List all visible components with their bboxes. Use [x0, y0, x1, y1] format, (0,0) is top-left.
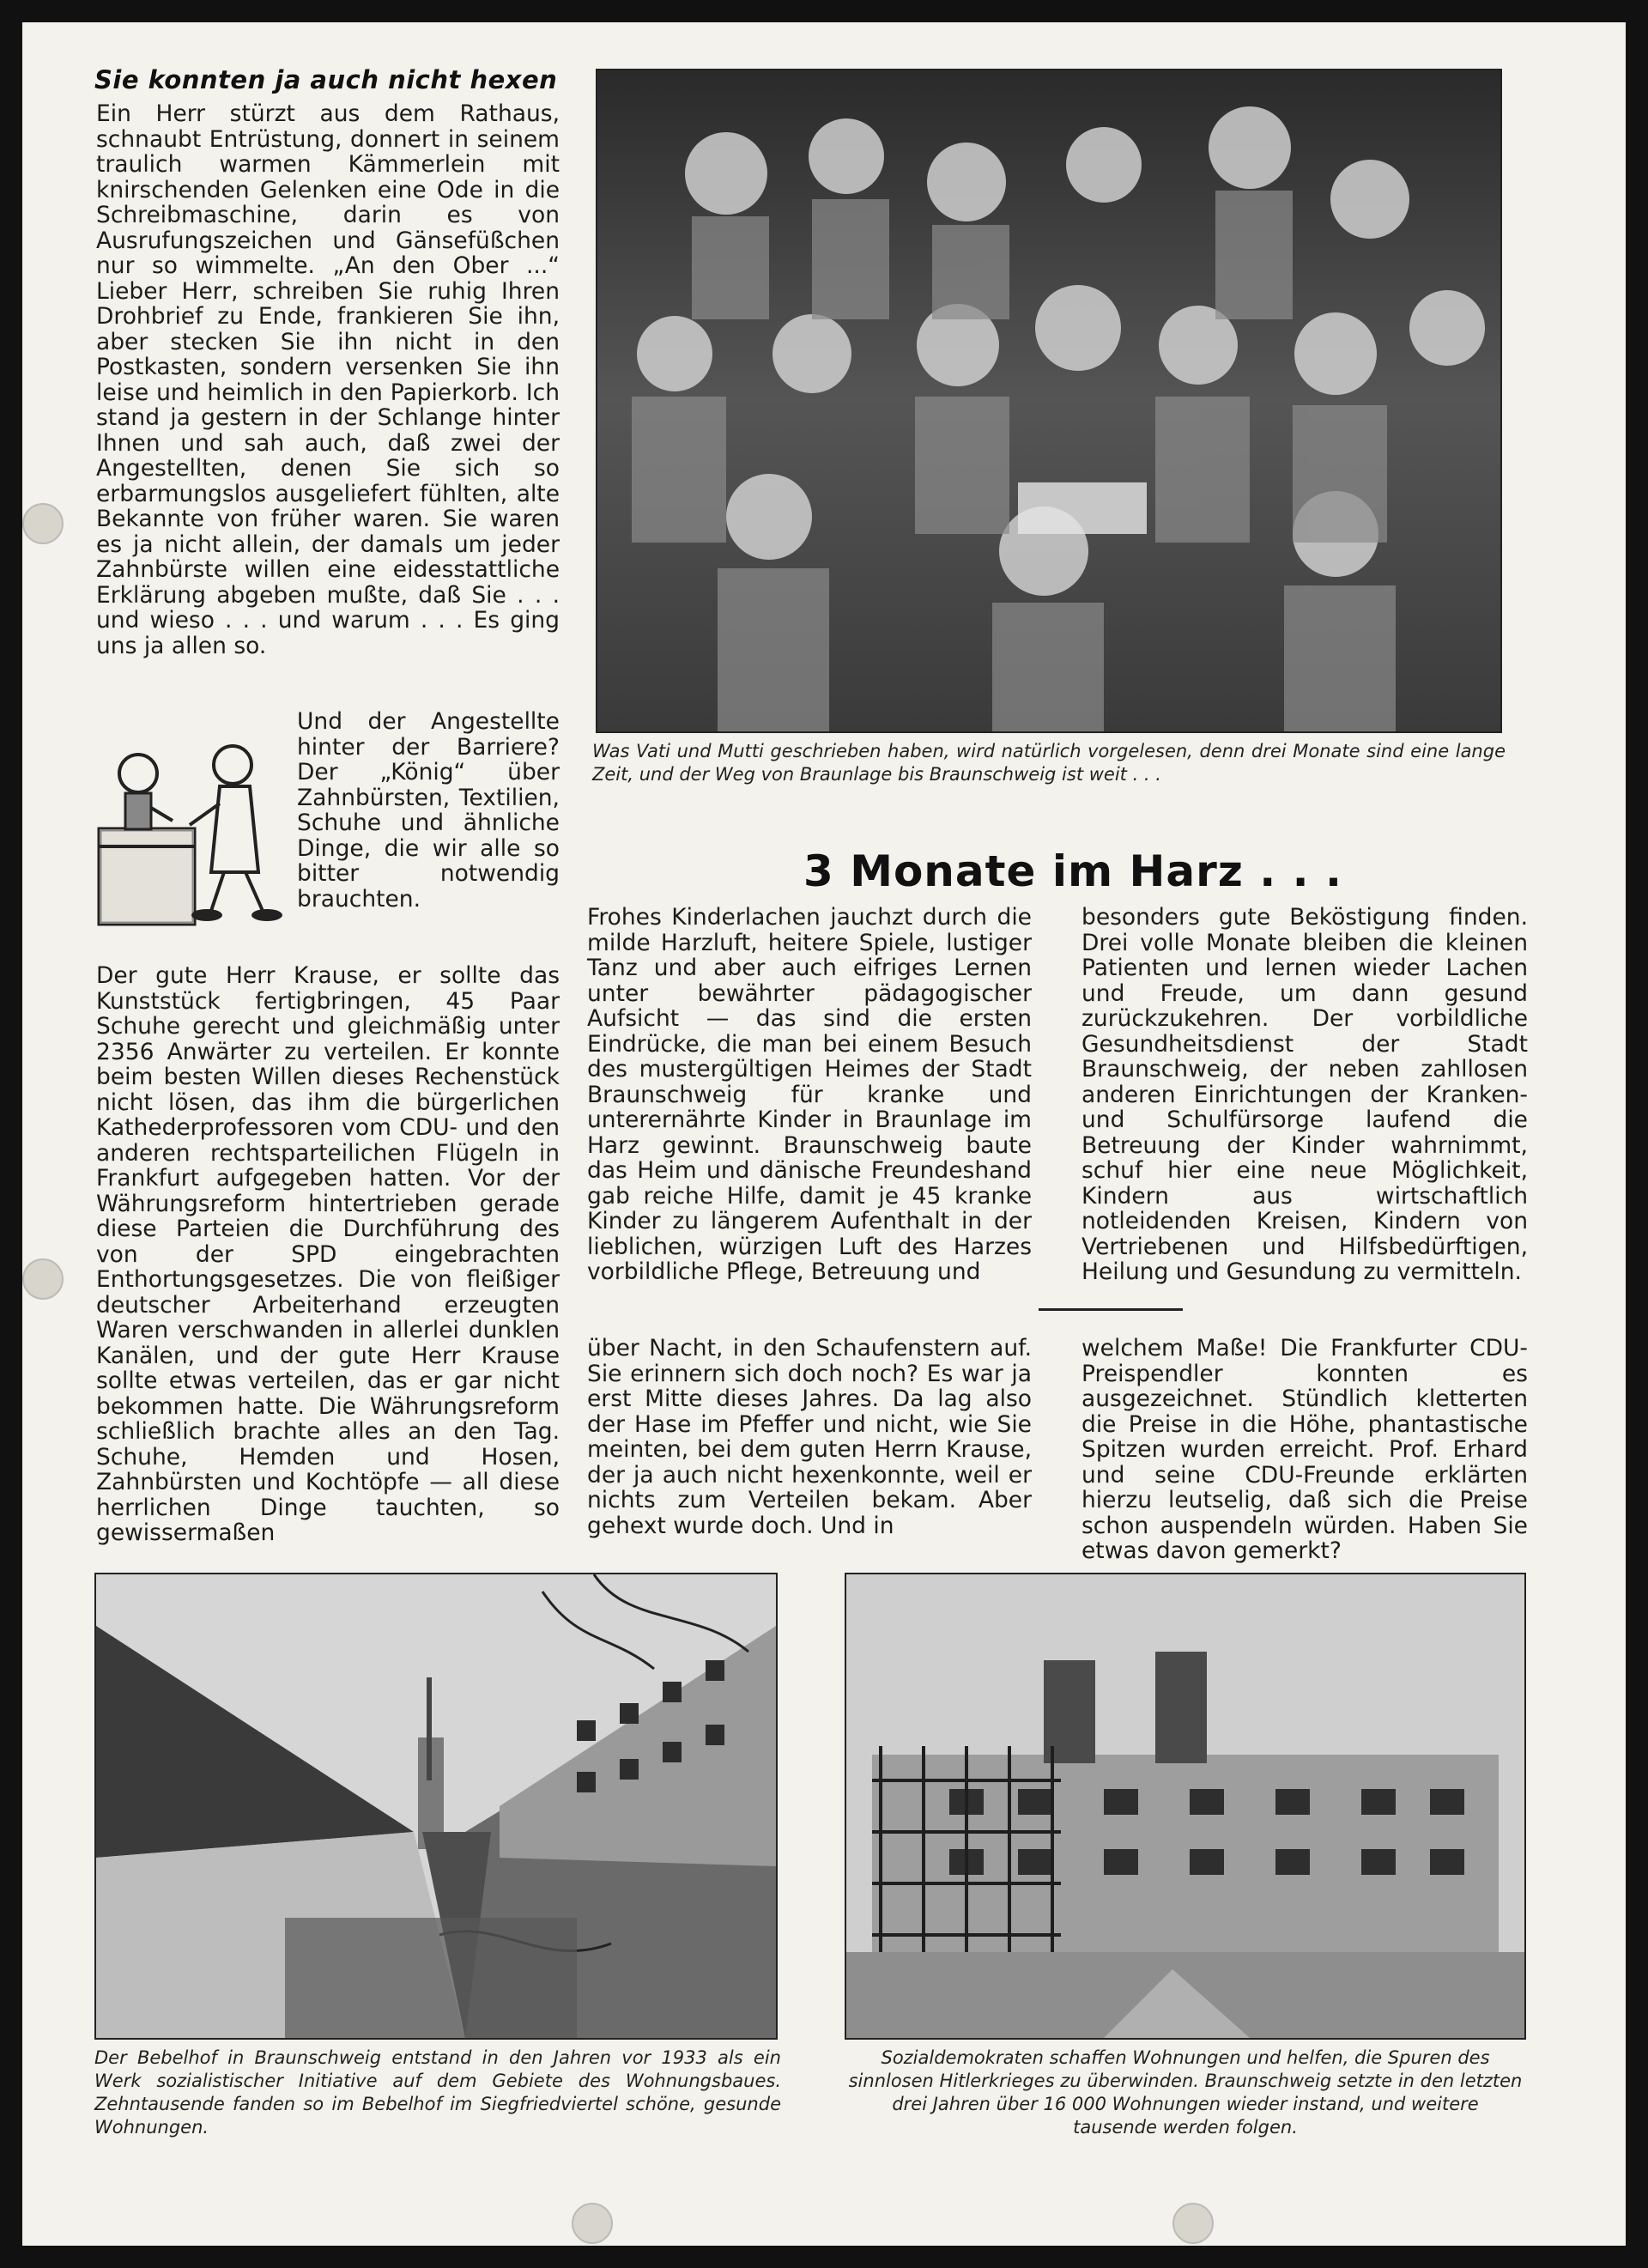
punch-hole [572, 2203, 613, 2244]
newspaper-page [22, 22, 1626, 2246]
children-reading-letter-photo-icon [597, 70, 1500, 731]
punch-hole [22, 1258, 64, 1300]
punch-hole [22, 503, 64, 544]
left-article-continued-col2 [587, 1336, 1032, 1538]
bebelhof-photo-caption: Der Bebelhof in Braunschweig entstand in den Jahren vor 1933 als ein Werk sozialistischer Initiative auf dem Gebiete des Wohnungsbaues. Zehntausende fanden so im Bebelhof im Siegfriedviertel schöne, gesunde Wohnungen. [94, 2047, 781, 2138]
left-article-continued-col3 [1082, 1336, 1528, 1564]
cartoon-illustration [91, 726, 297, 949]
children-photo-caption: Was Vati und Mutti geschrieben haben, wird natürlich vorgelesen, denn drei Monate sind eine lange Zeit, und der Weg von Braunlage bis Braunschweig ist weit . . . [592, 741, 1506, 785]
left-article-para-top [96, 101, 560, 658]
bebelhof-photo [94, 1573, 778, 2040]
left-article-headline: Sie konnten ja auch nicht hexen [94, 65, 558, 94]
punch-hole [1172, 2203, 1214, 2244]
left-article-para-top-text: Ein Herr stürzt aus dem Rathaus, schnaubt Entrüstung, donnert in seinem traulich warmen Kämmerlein mit knirschenden Gelenken eine Ode in die Schreibmaschine, darin es von Ausrufungszeichen und Gänsefüßchen nur so wimmelte. „An den Ober ...“ Lieber Herr, schreiben Sie ruhig Ihren Drohbrief zu Ende, frankieren Sie ihn, aber stecken Sie ihn nicht in den Postkasten, sondern versenken Sie ihn leise und heimlich in den Papierkorb. Ich stand ja gestern in der Schlange hinter Ihnen und sah auch, daß zwei der Angestellten, denen Sie sich so erbarmungslos ausgeliefert fühlten, alte Bekannte von früher waren. Sie waren es ja nicht allein, der damals um jeder Zahnbürste willen eine eidesstattliche Erklärung abgeben mußte, daß Sie . . . und wieso . . . und warum . . . Es ging uns ja allen so. [96, 100, 560, 659]
harz-article-headline: 3 Monate im Harz . . . [803, 846, 1343, 896]
harz-article-col1-text: Frohes Kinderlachen jauchzt durch die milde Harzluft, heitere Spiele, lustiger Tanz und aber auch eifriges Lernen unter bewährter pädagogischer Aufsicht — das sind die ersten Eindrücke, die man bei einem Besuch des mustergültigen Heimes der Stadt Braunschweig für kranke und unterernährte Kinder in Braunlage im Harz gewinnt. Braunschweig baute das Heim und dänische Freundeshand gab reiche Hilfe, damit je 45 kranke Kinder zu längerem Aufenthalt in der lieblichen, würzigen Luft des Harzes vorbildliche Pflege, Betreuung und [587, 904, 1032, 1285]
left-article-para-bottom-text: Der gute Herr Krause, er sollte das Kunststück fertigbringen, 45 Paar Schuhe gerecht und gleichmäßig unter 2356 Anwärter zu verteilen. Er konnte beim besten Willen dieses Rechenstück nicht lösen, das ihm die bürgerlichen Kathederprofessoren vom CDU- und den anderen rechtsparteilichen Flügeln in Frankfurt aufgegeben hatten. Vor der Währungsreform hintertrieben gerade diese Parteien die Durchführung des von der SPD eingebrachten Enthortungsgesetzes. Die von fleißiger deutscher Arbeiterhand erzeugten Waren verschwanden in allerlei dunklen Kanälen, und der gute Herr Krause sollte etwas verteilen, das er gar nicht bekommen hatte. Die Währungsreform schließlich brachte alles an den Tag. Schuhe, Hemden und Hosen, Zahnbürsten und Kochtöpfe — all diese herrlichen Dinge tauchten, so gewissermaßen [96, 962, 560, 1546]
left-article-continued-col3-text: welchem Maße! Die Frankfurter CDU-Preispendler konnten es ausgezeichnet. Stündlich kletterten die Preise in die Höhe, phantastische Spitzen wurden erreicht. Prof. Erhard und seine CDU-Freunde erklärten hierzu leutselig, daß sich die Preise schon auspendeln würden. Haben Sie etwas davon gemerkt? [1082, 1335, 1528, 1564]
bebelhof-street-photo-icon [96, 1574, 776, 2038]
left-article-continued-col2-text: über Nacht, in den Schaufenstern auf. Sie erinnern sich doch noch? Es war ja erst Mitte dieses Jahres. Da lag also der Hase im Pfeffer und nicht, wie Sie meinten, bei dem guten Herrn Krause, der ja auch nicht hexenkonnte, weil er nichts zum Verteilen bekam. Aber gehext wurde doch. Und in [587, 1335, 1032, 1539]
left-article-para-cartoon [297, 709, 560, 912]
left-article-para-cartoon-text: Und der Angestellte hinter der Barriere? Der „König“ über Zahnbürsten, Textilien, Schuhe und ähnliche Dinge, die wir alle so bitter notwendig brauchten. [297, 708, 560, 913]
children-photo [596, 69, 1502, 733]
harz-article-col1 [587, 905, 1032, 1285]
harz-article-col2-text: besonders gute Beköstigung finden. Drei volle Monate bleiben die kleinen Patienten und lernen wieder Lachen und Freude, um dann gesund zurückzukehren. Der vorbildliche Gesundheitsdienst der Stadt Braunschweig, der neben zahllosen anderen Einrichtungen der Kranken- und Schulfürsorge laufend die Betreuung der Kinder wahrnimmt, schuf hier eine neue Möglichkeit, Kindern aus wirtschaftlich notleidenden Kreisen, Kindern von Vertriebenen und Hilfsbedürftigen, Heilung und Gesundung zu vermitteln. [1082, 904, 1528, 1285]
section-divider-rule [1039, 1308, 1183, 1311]
rebuild-photo [845, 1573, 1526, 2040]
harz-article-col2 [1082, 905, 1528, 1285]
scaffolding-building-photo-icon [846, 1574, 1524, 2038]
clerk-cartoon-icon [91, 726, 297, 949]
rebuild-photo-caption: Sozialdemokraten schaffen Wohnungen und helfen, die Spuren des sinnlosen Hitlerkrieges zu überwinden. Braunschweig setzte in den letzten drei Jahren über 16 000 Wohnungen wieder instand, und weitere tausende werden folgen. [848, 2047, 1523, 2138]
left-article-para-bottom [96, 963, 560, 1546]
